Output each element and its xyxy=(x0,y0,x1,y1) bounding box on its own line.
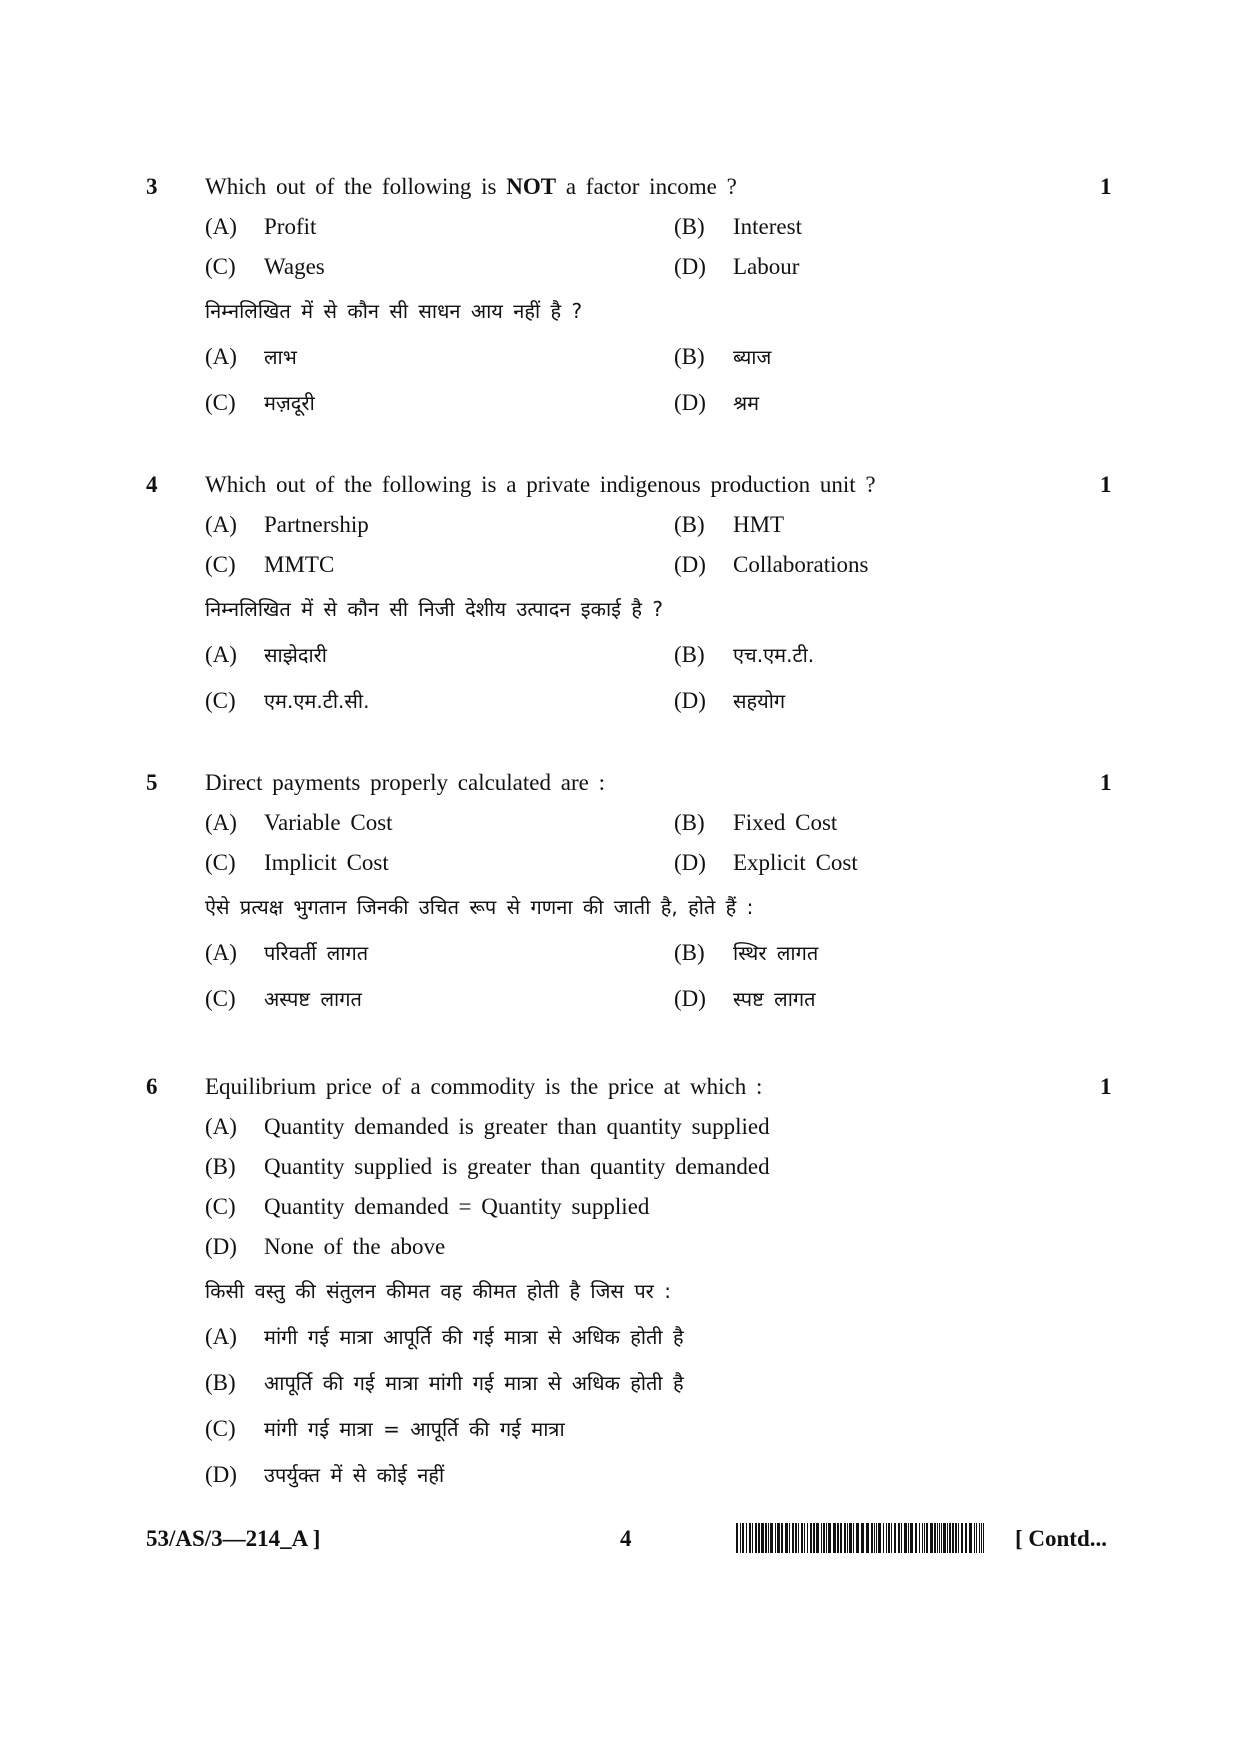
question-text-hi: किसी वस्तु की संतुलन कीमत वह कीमत होती है जिस पर : xyxy=(205,1279,671,1303)
option-b-hi: (B) ब्याज xyxy=(674,344,772,369)
option-d-hi: (D) स्पष्ट लागत xyxy=(674,986,816,1011)
continued-label: [ Contd... xyxy=(1015,1526,1108,1551)
option-d-en: (D) Labour xyxy=(674,254,800,279)
option-d-en: (D) None of the above xyxy=(205,1234,446,1259)
question-number: 3 xyxy=(146,174,158,199)
option-a-en: (A) Variable Cost xyxy=(205,810,393,835)
question-marks: 1 xyxy=(1100,1074,1112,1099)
option-c-en: (C) Quantity demanded = Quantity supplied xyxy=(205,1194,650,1219)
barcode-graphic xyxy=(736,1523,986,1553)
option-b-en: (B) Interest xyxy=(674,214,802,239)
option-a-en: (A) Partnership xyxy=(205,512,369,537)
question-text-en: Which out of the following is a private indigenous production unit ? xyxy=(205,472,876,497)
question-text-en: Direct payments properly calculated are : xyxy=(205,770,605,795)
option-b-hi: (B) स्थिर लागत xyxy=(674,940,819,965)
question-marks: 1 xyxy=(1100,174,1112,199)
option-c-en: (C) MMTC xyxy=(205,552,335,577)
paper-code: 53/AS/3—214_A ] xyxy=(146,1526,321,1551)
question-text-hi: ऐसे प्रत्यक्ष भुगतान जिनकी उचित रूप से गणना की जाती है, होते हैं : xyxy=(205,895,754,919)
option-c-hi: (C) अस्पष्ट लागत xyxy=(205,986,362,1011)
option-a-hi: (A) लाभ xyxy=(205,344,297,369)
question-text-hi: निम्नलिखित में से कौन सी निजी देशीय उत्पादन इकाई है ? xyxy=(205,597,663,621)
option-d-en: (D) Collaborations xyxy=(674,552,869,577)
option-c-en: (C) Implicit Cost xyxy=(205,850,389,875)
option-c-en: (C) Wages xyxy=(205,254,325,279)
option-b-hi: (B) आपूर्ति की गई मात्रा मांगी गई मात्रा से अधिक होती है xyxy=(205,1370,684,1395)
question-number: 6 xyxy=(146,1074,158,1099)
question-marks: 1 xyxy=(1100,770,1112,795)
option-d-hi: (D) उपर्युक्त में से कोई नहीं xyxy=(205,1462,445,1487)
option-b-en: (B) Fixed Cost xyxy=(674,810,838,835)
option-d-hi: (D) सहयोग xyxy=(674,688,786,713)
page-number: 4 xyxy=(620,1526,632,1551)
question-text-en: Equilibrium price of a commodity is the price at which : xyxy=(205,1074,763,1099)
option-b-hi: (B) एच.एम.टी. xyxy=(674,642,815,667)
question-number: 4 xyxy=(146,472,158,497)
option-c-hi: (C) मांगी गई मात्रा = आपूर्ति की गई मात्रा xyxy=(205,1416,565,1441)
barcode-icon xyxy=(736,1523,986,1553)
option-d-hi: (D) श्रम xyxy=(674,390,760,415)
question-text-en: Which out of the following is NOT a factor income ? xyxy=(205,174,737,199)
question-text-hi: निम्नलिखित में से कौन सी साधन आय नहीं है ? xyxy=(205,299,583,323)
option-a-en: (A) Profit xyxy=(205,214,317,239)
option-b-en: (B) Quantity supplied is greater than quantity demanded xyxy=(205,1154,770,1179)
option-a-hi: (A) मांगी गई मात्रा आपूर्ति की गई मात्रा से अधिक होती है xyxy=(205,1324,684,1349)
option-c-hi: (C) एम.एम.टी.सी. xyxy=(205,688,370,713)
option-b-en: (B) HMT xyxy=(674,512,785,537)
option-c-hi: (C) मज़दूरी xyxy=(205,390,315,415)
question-number: 5 xyxy=(146,770,158,795)
option-a-hi: (A) साझेदारी xyxy=(205,642,327,667)
option-a-en: (A) Quantity demanded is greater than quantity supplied xyxy=(205,1114,770,1139)
option-d-en: (D) Explicit Cost xyxy=(674,850,858,875)
option-a-hi: (A) परिवर्ती लागत xyxy=(205,940,369,965)
question-marks: 1 xyxy=(1100,472,1112,497)
